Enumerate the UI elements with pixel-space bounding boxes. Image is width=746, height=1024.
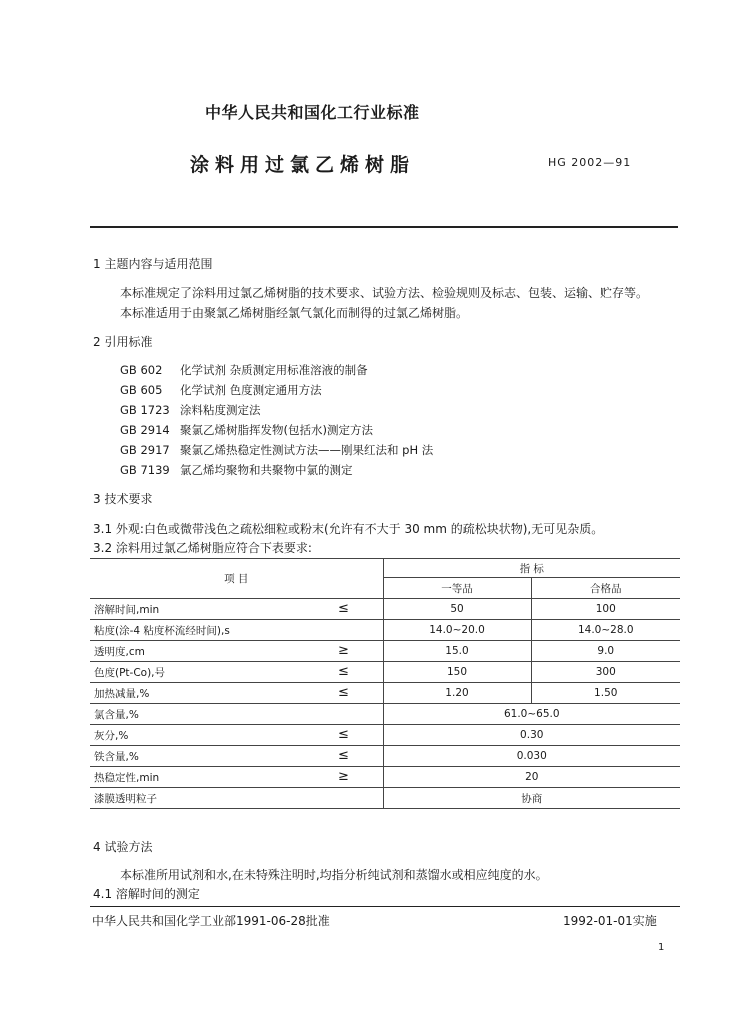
table-row: 粘度(涂-4 粘度杯流经时间),s 14.0~20.0 14.0~28.0 bbox=[90, 620, 680, 641]
standard-org-header: 中华人民共和国化工行业标准 bbox=[205, 103, 420, 122]
header-divider bbox=[90, 226, 678, 228]
footer-divider bbox=[90, 906, 680, 907]
table-row: 氯含量,% 61.0~65.0 bbox=[90, 704, 680, 725]
section-4-heading: 4 试验方法 bbox=[93, 840, 153, 854]
table-row: 铁含量,% ≤ 0.030 bbox=[90, 746, 680, 767]
table-header-index: 指 标 bbox=[383, 559, 680, 578]
page-number: 1 bbox=[658, 942, 665, 953]
specification-table bbox=[90, 558, 680, 809]
section-1-paragraph-2: 本标准适用于由聚氯乙烯树脂经氯气氯化而制得的过氯乙烯树脂。 bbox=[120, 306, 469, 320]
implementation-date: 1992-01-01实施 bbox=[563, 914, 657, 928]
table-row: 灰分,% ≤ 0.30 bbox=[90, 725, 680, 746]
clause-3-2: 3.2 涂料用过氯乙烯树脂应符合下表要求: bbox=[93, 541, 312, 555]
section-3-heading: 3 技术要求 bbox=[93, 492, 153, 506]
reference-item: GB 602 化学试剂 杂质测定用标准溶液的制备 bbox=[120, 363, 368, 377]
table-row: 溶解时间,min ≤ 50 100 bbox=[90, 599, 680, 620]
reference-item: GB 605 化学试剂 色度测定通用方法 bbox=[120, 383, 322, 397]
section-4-paragraph: 本标准所用试剂和水,在未特殊注明时,均指分析纯试剂和蒸馏水或相应纯度的水。 bbox=[120, 868, 548, 882]
section-2-heading: 2 引用标准 bbox=[93, 335, 153, 349]
table-header-item: 项 目 bbox=[90, 559, 383, 599]
standard-code: HG 2002—91 bbox=[548, 156, 632, 169]
table-row: 透明度,cm ≥ 15.0 9.0 bbox=[90, 641, 680, 662]
reference-item: GB 1723 涂料粘度测定法 bbox=[120, 403, 261, 417]
table-row: 漆膜透明粒子 协商 bbox=[90, 788, 680, 809]
section-1-heading: 1 主题内容与适用范围 bbox=[93, 257, 213, 271]
reference-item: GB 2914 聚氯乙烯树脂挥发物(包括水)测定方法 bbox=[120, 423, 373, 437]
table-header-first-grade: 一等品 bbox=[383, 578, 531, 599]
reference-item: GB 7139 氯乙烯均聚物和共聚物中氯的测定 bbox=[120, 463, 353, 477]
table-row: 色度(Pt-Co),号 ≤ 150 300 bbox=[90, 662, 680, 683]
table-row: 热稳定性,min ≥ 20 bbox=[90, 767, 680, 788]
section-1-paragraph-1: 本标准规定了涂料用过氯乙烯树脂的技术要求、试验方法、检验规则及标志、包装、运输、贮存等。 bbox=[120, 286, 649, 300]
clause-3-1: 3.1 外观:白色或微带浅色之疏松细粒或粉末(允许有不大于 30 mm 的疏松块状物),无可见杂质。 bbox=[93, 522, 604, 536]
table-row: 加热减量,% ≤ 1.20 1.50 bbox=[90, 683, 680, 704]
document-title: 涂料用过氯乙烯树脂 bbox=[190, 154, 416, 176]
approval-note: 中华人民共和国化学工业部1991-06-28批准 bbox=[92, 914, 330, 928]
clause-4-1: 4.1 溶解时间的测定 bbox=[93, 887, 200, 901]
reference-item: GB 2917 聚氯乙烯热稳定性测试方法——刚果红法和 pH 法 bbox=[120, 443, 434, 457]
table-header-qualified-grade: 合格品 bbox=[531, 578, 680, 599]
